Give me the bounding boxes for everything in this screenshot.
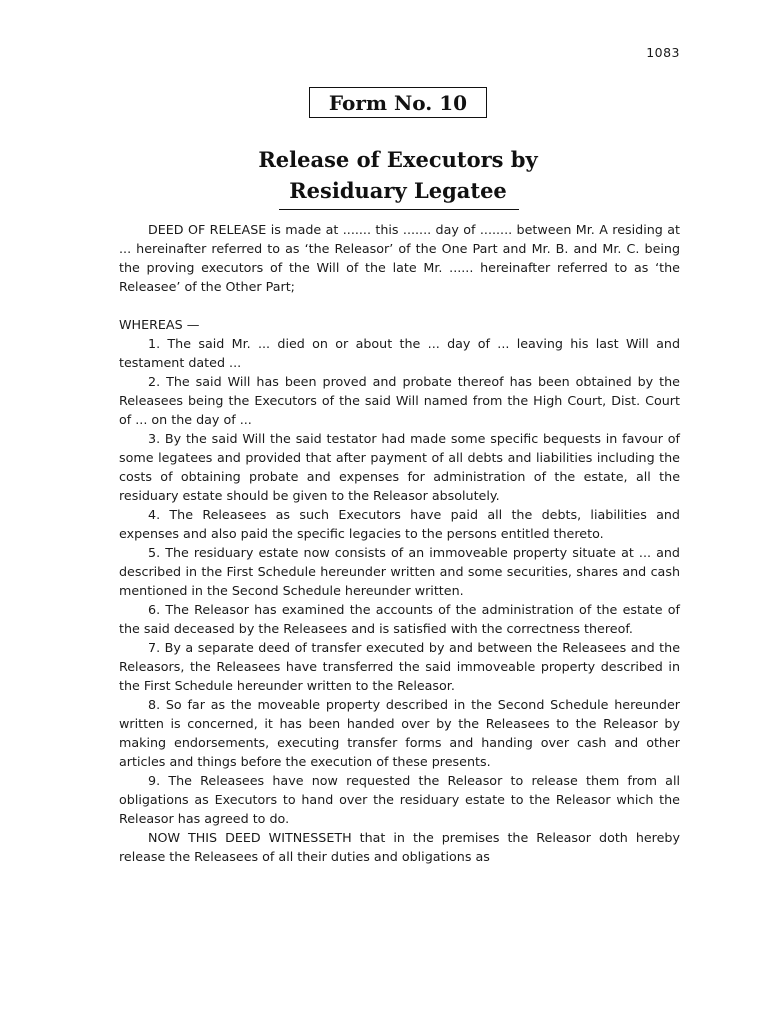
clause-2: 2. The said Will has been proved and probate thereof has been obtained by the Releasees being the Executors of the said Will named from the High Court, Dist. Court of ... on the day of ... [119,374,680,427]
clause-9: 9. The Releasees have now requested the Releasor to release them from all obligations as Executors to hand over the residuary estate to the Releasor which the Releasor has agreed to do. [119,773,680,826]
title-line-2: Residuary Legatee [289,178,507,203]
deed-body [119,220,680,866]
page-number: 1083 [646,45,680,60]
clause-7: 7. By a separate deed of transfer executed by and between the Releasees and the Releasors, the Releasees have transferred the said immoveable property described in the First Schedule hereunder written to the Releasor. [119,640,680,693]
title-underline [279,209,519,210]
clause-5: 5. The residuary estate now consists of an immoveable property situate at ... and described in the First Schedule hereunder written and some securities, shares and cash mentioned in the Second Schedule hereunder written. [119,545,680,598]
clause-8: 8. So far as the moveable property described in the Second Schedule hereunder written is concerned, it has been handed over by the Releasees to the Releasor by making endorsements, executing transfer forms and handing over cash and other articles and things before the execution of these presents. [119,697,680,769]
form-number-box [309,87,487,118]
whereas-heading: WHEREAS — [119,317,200,332]
clause-3: 3. By the said Will the said testator had made some specific bequests in favour of some legatees and provided that after payment of all debts and liabilities including the costs of obtaining probate and expenses for administration of the estate, all the residuary estate should be given to the Releasor absolutely. [119,431,680,503]
clause-6: 6. The Releasor has examined the accounts of the administration of the estate of the said deceased by the Releasees and is satisfied with the correctness thereof. [119,602,680,636]
clause-4: 4. The Releasees as such Executors have paid all the debts, liabilities and expenses and also paid the specific legacies to the persons entitled thereto. [119,507,680,541]
intro-paragraph: DEED OF RELEASE is made at ....... this ....... day of ........ between Mr. A residing at ... hereinafter referred to as ‘the Releasor’ of the One Part and Mr. B. and Mr. C. being the proving executors of the Will of the late Mr. ...... hereinafter referred to as ‘the Releasee’ of the Other Part; [119,222,680,294]
form-number-label: Form No. 10 [328,90,468,115]
title-line-1: Release of Executors by [258,147,538,172]
witnesseth-paragraph: NOW THIS DEED WITNESSETH that in the premises the Releasor doth hereby release the Releasees of all their duties and obligations as [119,830,680,864]
document-title [0,144,768,206]
clause-1: 1. The said Mr. ... died on or about the ... day of ... leaving his last Will and testament dated ... [119,336,680,370]
